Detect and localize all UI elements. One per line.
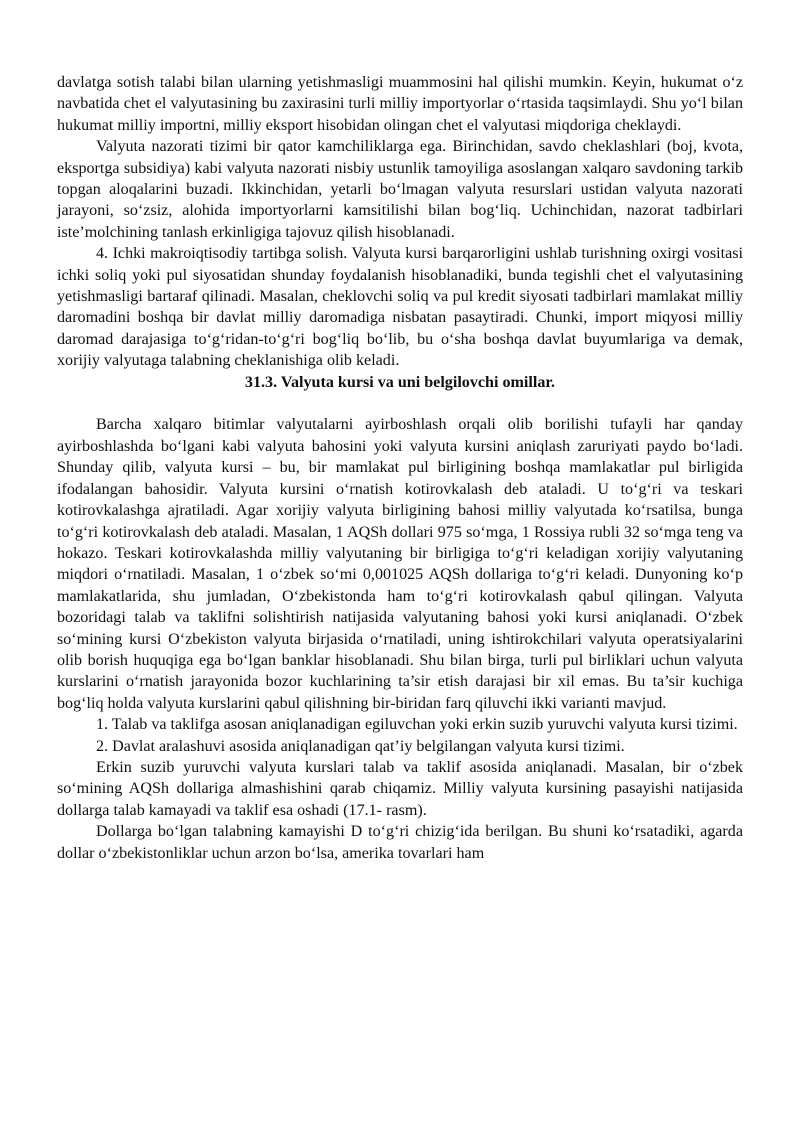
paragraph: Valyuta nazorati tizimi bir qator kamchiliklarga ega. Birinchidan, savdo cheklashlari (boj, kvota, eksportga subsidiya) kabi valyuta nazorati nisbiy ustunlik tamoyiliga asoslangan xalqaro savdoning tarkib topgan aloqalarini buzadi. Ikkinchidan, yetarli bo‘lmagan valyuta resurslari ustidan valyuta nazorati jarayoni, so‘zsiz, alohida importyorlarni kamsitilishi bilan bog‘liq. Uchinchidan, nazorat tadbirlari iste’molchining tanlash erkinligiga tajovuz qilish hisoblanadi. — [57, 138, 743, 241]
list-item: 2. Davlat aralashuvi asosida aniqlanadigan qat’iy belgilangan valyuta kursi tizimi. — [96, 737, 625, 755]
paragraph: 4. Ichki makroiqtisodiy tartibga solish. Valyuta kursi barqarorligini ushlab turishning oxirgi vositasi ichki soliq yoki pul siyosatidan shunday foydalanish hisoblanadiki, bunda tegishli chet el valyutasining yetishmasligi bartaraf qilinadi. Masalan, cheklovchi soliq va pul kredit siyosati tadbirlari mamlakat milliy daromadini boshqa bir davlat milliy daromadiga nisbatan pasaytiradi. Chunki, import miqyosi milliy daromad darajasiga to‘g‘ridan-to‘g‘ri bog‘liq bo‘lib, bu o‘sha boshqa davlat buyumlariga va demak, xorijiy valyutaga talabning cheklanishiga olib keladi. — [57, 245, 743, 370]
paragraph: Erkin suzib yuruvchi valyuta kurslari talab va taklif asosida aniqlanadi. Masalan, bir o‘zbek so‘mining AQSh dollariga almashishini qarab chiqamiz. Milliy valyuta kursining pasayishi natijasida dollarga talab kamayadi va taklif esa oshadi (17.1- rasm). — [57, 758, 743, 819]
document-page — [57, 72, 743, 864]
list-item: 1. Talab va taklifga asosan aniqlanadigan egiluvchan yoki erkin suzib yuruvchi valyuta kursi tizimi. — [96, 716, 738, 734]
paragraph: Dollarga bo‘lgan talabning kamayishi D to‘g‘ri chizig‘ida berilgan. Bu shuni ko‘rsatadiki, agarda dollar o‘zbekistonliklar uchun arzon bo‘lsa, amerika tovarlari ham — [57, 823, 743, 862]
section-heading: 31.3. Valyuta kursi va uni belgilovchi omillar. — [244, 373, 556, 391]
paragraph: Barcha xalqaro bitimlar valyutalarni ayirboshlash orqali olib borilishi tufayli har qanday ayirboshlashda bo‘lgani kabi valyuta bahosini yoki valyuta kursini aniqlash zaruriyati paydo bo‘ladi. Shunday qilib, valyuta kursi – bu, bir mamlakat pul birligining boshqa mamlakatlar pul birligida ifodalangan bahosidir. Valyuta kursini o‘rnatish kotirovkalash deb ataladi. U to‘g‘ri va teskari kotirovkalashga ajratiladi. Agar xorijiy valyuta birligining bahosi milliy valyutada ko‘rsatilsa, bunga to‘g‘ri kotirovkalash deb ataladi. Masalan, 1 AQSh dollari 975 so‘mga, 1 Rossiya rubli 32 so‘mga teng va hokazo. Teskari kotirovkalashda milliy valyutaning bir birligiga to‘g‘ri keladigan xorijiy valyutaning miqdori o‘rnatiladi. Masalan, 1 o‘zbek so‘mi 0,001025 AQSh dollariga to‘g‘ri keladi. Dunyoning ko‘p mamlakatlarida, shu jumladan, O‘zbekistonda ham to‘g‘ri kotirovkalash qabul qilingan. Valyuta bozoridagi talab va taklifni solishtirish natijasida valyutaning bahosi yoki kursi aniqlanadi. O‘zbek so‘mining kursi O‘zbekiston valyuta birjasida o‘rnatiladi, uning ishtirokchilari valyuta operatsiyalarini olib borish huquqiga ega bo‘lgan banklar hisoblanadi. Shu bilan birga, turli pul birliklari uchun valyuta kurslarini o‘rnatish jarayonida bozor kuchlarining ta’sir etish darajasi bir xil emas. Bu ta’sir kuchiga bog‘liq holda valyuta kurslarini qabul qilishning bir-biridan farq qiluvchi ikki varianti mavjud. — [57, 416, 743, 712]
paragraph: davlatga sotish talabi bilan ularning yetishmasligi muammosini hal qilishi mumkin. Keyin, hukumat o‘z navbatida chet el valyutasining bu zaxirasini turli milliy importyorlar o‘rtasida taqsimlaydi. Shu yo‘l bilan hukumat milliy importni, milliy eksport hisobidan olingan chet el valyutasi miqdoriga cheklaydi. — [57, 74, 743, 134]
